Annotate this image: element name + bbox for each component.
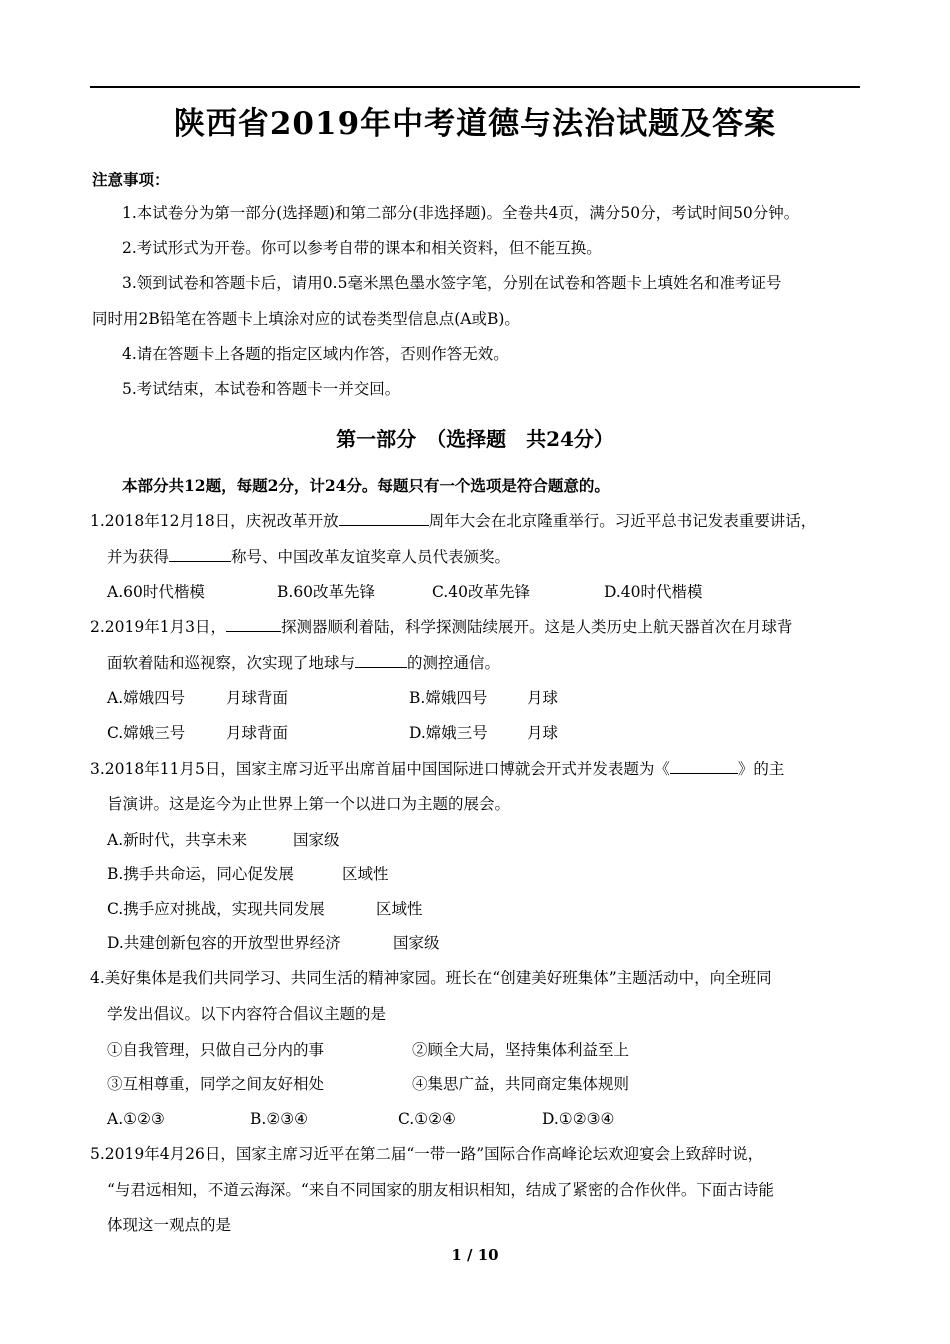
option-b-detail: 月球	[527, 689, 559, 707]
question-1-line-2	[107, 547, 510, 567]
question-2-line-1	[90, 617, 792, 637]
notice-item: 4.请在答题卡上各题的指定区域内作答，否则作答无效。	[122, 345, 509, 363]
option-d-detail: 国家级	[393, 934, 440, 952]
option-b-detail: 区域性	[342, 865, 389, 883]
option-a[interactable]: A.嫦娥四号	[107, 689, 186, 707]
option-d[interactable]: D.①②③④	[542, 1110, 615, 1128]
question-4-line-2: 学发出倡议。以下内容符合倡议主题的是	[107, 1005, 387, 1023]
answer-blank	[670, 759, 738, 774]
notice-heading: 注意事项：	[92, 170, 170, 189]
question-5-line-1: 5.2019年4月26日，国家主席习近平在第二届“一带一路”国际合作高峰论坛欢迎宴会上致辞时说，	[90, 1145, 764, 1163]
question-1-text: 称号、中国改革友谊奖章人员代表颁奖。	[231, 548, 511, 566]
option-c[interactable]: C.40改革先锋	[432, 583, 530, 601]
question-3-text: 3.2018年11月5日，国家主席习近平出席首届中国国际进口博就会开式并发表题为《	[90, 760, 670, 778]
section-title: 第一部分 （选择题 共24分）	[336, 427, 614, 451]
top-rule	[90, 86, 860, 88]
question-3-line-1	[90, 759, 784, 779]
answer-blank	[339, 511, 429, 526]
option-c[interactable]: C.携手应对挑战，实现共同发展	[107, 900, 325, 918]
answer-blank	[355, 653, 407, 668]
statement-3: ③互相尊重，同学之间友好相处	[107, 1075, 325, 1093]
statement-1: ①自我管理，只做自己分内的事	[107, 1041, 325, 1059]
option-d[interactable]: D.40时代楷模	[604, 583, 703, 601]
answer-blank	[169, 547, 231, 562]
option-a-detail: 月球背面	[226, 689, 289, 707]
question-1-text: 1.2018年12月18日，庆祝改革开放	[90, 512, 339, 530]
question-2-text: 2.2019年1月3日，	[90, 618, 226, 636]
option-d[interactable]: D.共建创新包容的开放型世界经济	[107, 934, 341, 952]
option-c[interactable]: C.①②④	[398, 1110, 456, 1128]
option-a[interactable]: A.①②③	[107, 1110, 165, 1128]
option-a[interactable]: A.新时代，共享未来	[107, 831, 248, 849]
question-1-line-1	[90, 511, 816, 531]
option-a-detail: 国家级	[293, 831, 340, 849]
option-b[interactable]: B.60改革先锋	[277, 583, 376, 601]
section-instruction: 本部分共12题，每题2分，计24分。每题只有一个选项是符合题意的。	[122, 476, 610, 495]
answer-blank	[226, 617, 281, 632]
option-d[interactable]: D.嫦娥三号	[409, 724, 488, 742]
question-4-line-1: 4.美好集体是我们共同学习、共同生活的精神家园。班长在“创建美好班集体”主题活动中，向全班同	[90, 969, 772, 987]
option-c-detail: 区域性	[376, 900, 423, 918]
question-2-text: 探测器顺利着陆，科学探测陆续展开。这是人类历史上航天器首次在月球背	[280, 618, 793, 636]
question-1-text: 并为获得	[107, 548, 170, 566]
notice-item: 3.领到试卷和答题卡后，请用0.5毫米黑色墨水签字笔，分别在试卷和答题卡上填姓名和准考证号	[122, 274, 782, 292]
option-d-detail: 月球	[527, 724, 559, 742]
question-3-text: 》的主	[737, 760, 785, 778]
option-c[interactable]: C.嫦娥三号	[107, 724, 186, 742]
option-b[interactable]: B.嫦娥四号	[409, 689, 488, 707]
question-2-line-2	[107, 653, 500, 673]
page-number: 1 / 10	[451, 1246, 499, 1264]
question-5-line-3: 体现这一观点的是	[107, 1216, 232, 1234]
notice-item: 同时用2B铅笔在答题卡上填涂对应的试卷类型信息点(A或B)。	[92, 310, 520, 328]
question-5-line-2: “与君远相知，不道云海深。“来自不同国家的朋友相识相知，结成了紧密的合作伙伴。下面古诗能	[107, 1181, 774, 1199]
notice-item: 1.本试卷分为第一部分(选择题)和第二部分(非选择题)。全卷共4页，满分50分，考试时间50分钟。	[122, 204, 800, 222]
notice-item: 5.考试结束，本试卷和答题卡一并交回。	[122, 380, 401, 398]
statement-2: ②顾全大局，坚持集体利益至上	[412, 1041, 630, 1059]
option-a[interactable]: A.60时代楷模	[107, 583, 205, 601]
question-2-text: 面软着陆和巡视察，次实现了地球与	[107, 654, 356, 672]
option-c-detail: 月球背面	[226, 724, 289, 742]
notice-item: 2.考试形式为开卷。你可以参考自带的课本和相关资料，但不能互换。	[122, 239, 602, 257]
page-title: 陕西省2019年中考道德与法治试题及答案	[173, 106, 777, 142]
question-2-text: 的测控通信。	[407, 654, 501, 672]
option-b[interactable]: B.②③④	[250, 1110, 309, 1128]
statement-4: ④集思广益，共同商定集体规则	[412, 1075, 630, 1093]
question-3-line-2: 旨演讲。这是迄今为止世界上第一个以进口为主题的展会。	[107, 795, 511, 813]
option-b[interactable]: B.携手共命运，同心促发展	[107, 865, 294, 883]
question-1-text: 周年大会在北京隆重举行。习近平总书记发表重要讲话，	[428, 512, 817, 530]
